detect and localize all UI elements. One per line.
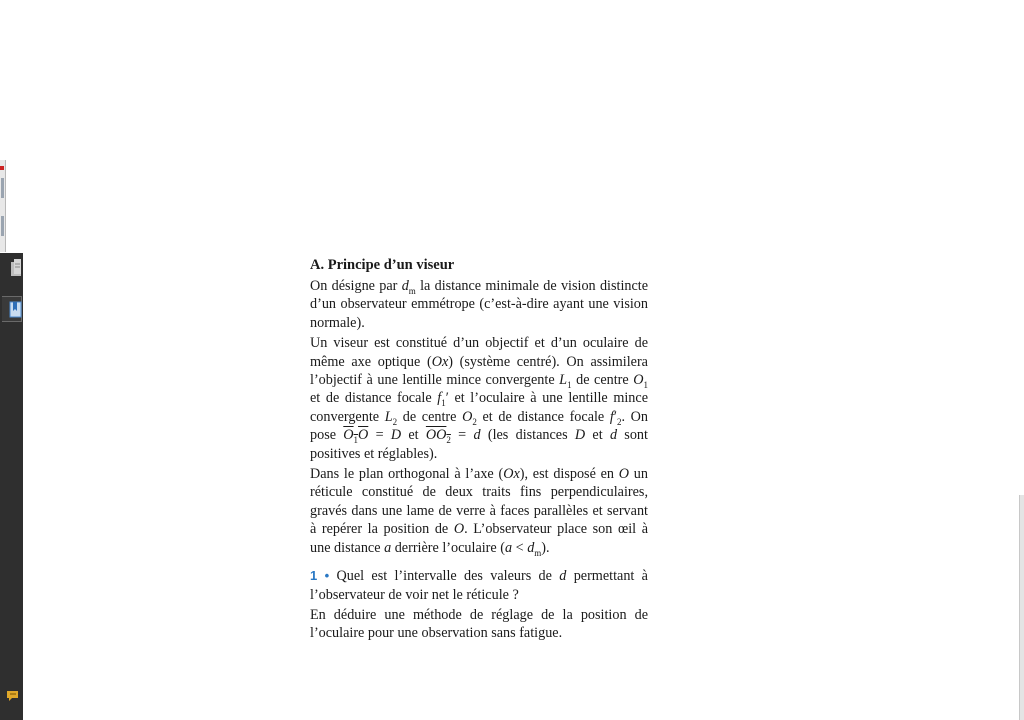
- question-1: 1 • Quel est l’intervalle des valeurs de d permettant à l’observateur de voir net le réticule ?: [310, 568, 648, 603]
- comments-panel-button[interactable]: [5, 688, 21, 706]
- bookmarks-panel-button[interactable]: [2, 296, 22, 322]
- toolbar-stub-bar: [1, 216, 4, 236]
- bookmarks-icon: [2, 297, 22, 323]
- pages-panel-button[interactable]: [2, 256, 22, 282]
- toolbar-stub-bar: [1, 178, 4, 198]
- document-page: [310, 255, 648, 645]
- paragraph-1: On désigne par $d_m$ la distance minimale de vision distincte d’un observateur emmétrope (c’est-à-dire ayant une vision normale).: [310, 278, 649, 331]
- paragraph-2: Un viseur est constitué d’un objectif et d’un oculaire de même axe optique (Ox) (système centré). On assimilera l’objectif à une lentille mince convergente $L_1$ de centre $O_1$ et de distance focale $f_1'$ et l’oculaire à une lentille mince convergente $L_2$ de centre $O_2$ et de distance focale $f'_2$. On pose $O_1O = D$ et $OO_2 = d$ (les distances D et d sont positives et réglables).: [310, 335, 648, 462]
- toolbar-red-marker: [0, 166, 4, 170]
- vertical-scrollbar[interactable]: [1019, 495, 1024, 720]
- pages-icon: [2, 256, 22, 282]
- section-title: A. Principe d’un viseur: [310, 257, 455, 273]
- comments-icon: [5, 688, 21, 706]
- paragraph-3: Dans le plan orthogonal à l’axe (Ox), est disposé en O un réticule constitué de deux traits fins perpendiculaires, gravés dans une lame de verre à faces parallèles et servant à repérer la position de O. L’observateur place son œil à une distance a derrière l’oculaire $(a < d_m)$.: [310, 466, 648, 558]
- question-1-followup: En déduire une méthode de réglage de la position de l’oculaire pour une observation sans fatigue.: [310, 606, 648, 642]
- left-toolbar-stub: [0, 160, 6, 252]
- question-number: 1 •: [310, 568, 330, 584]
- navigation-sidebar: [0, 253, 23, 720]
